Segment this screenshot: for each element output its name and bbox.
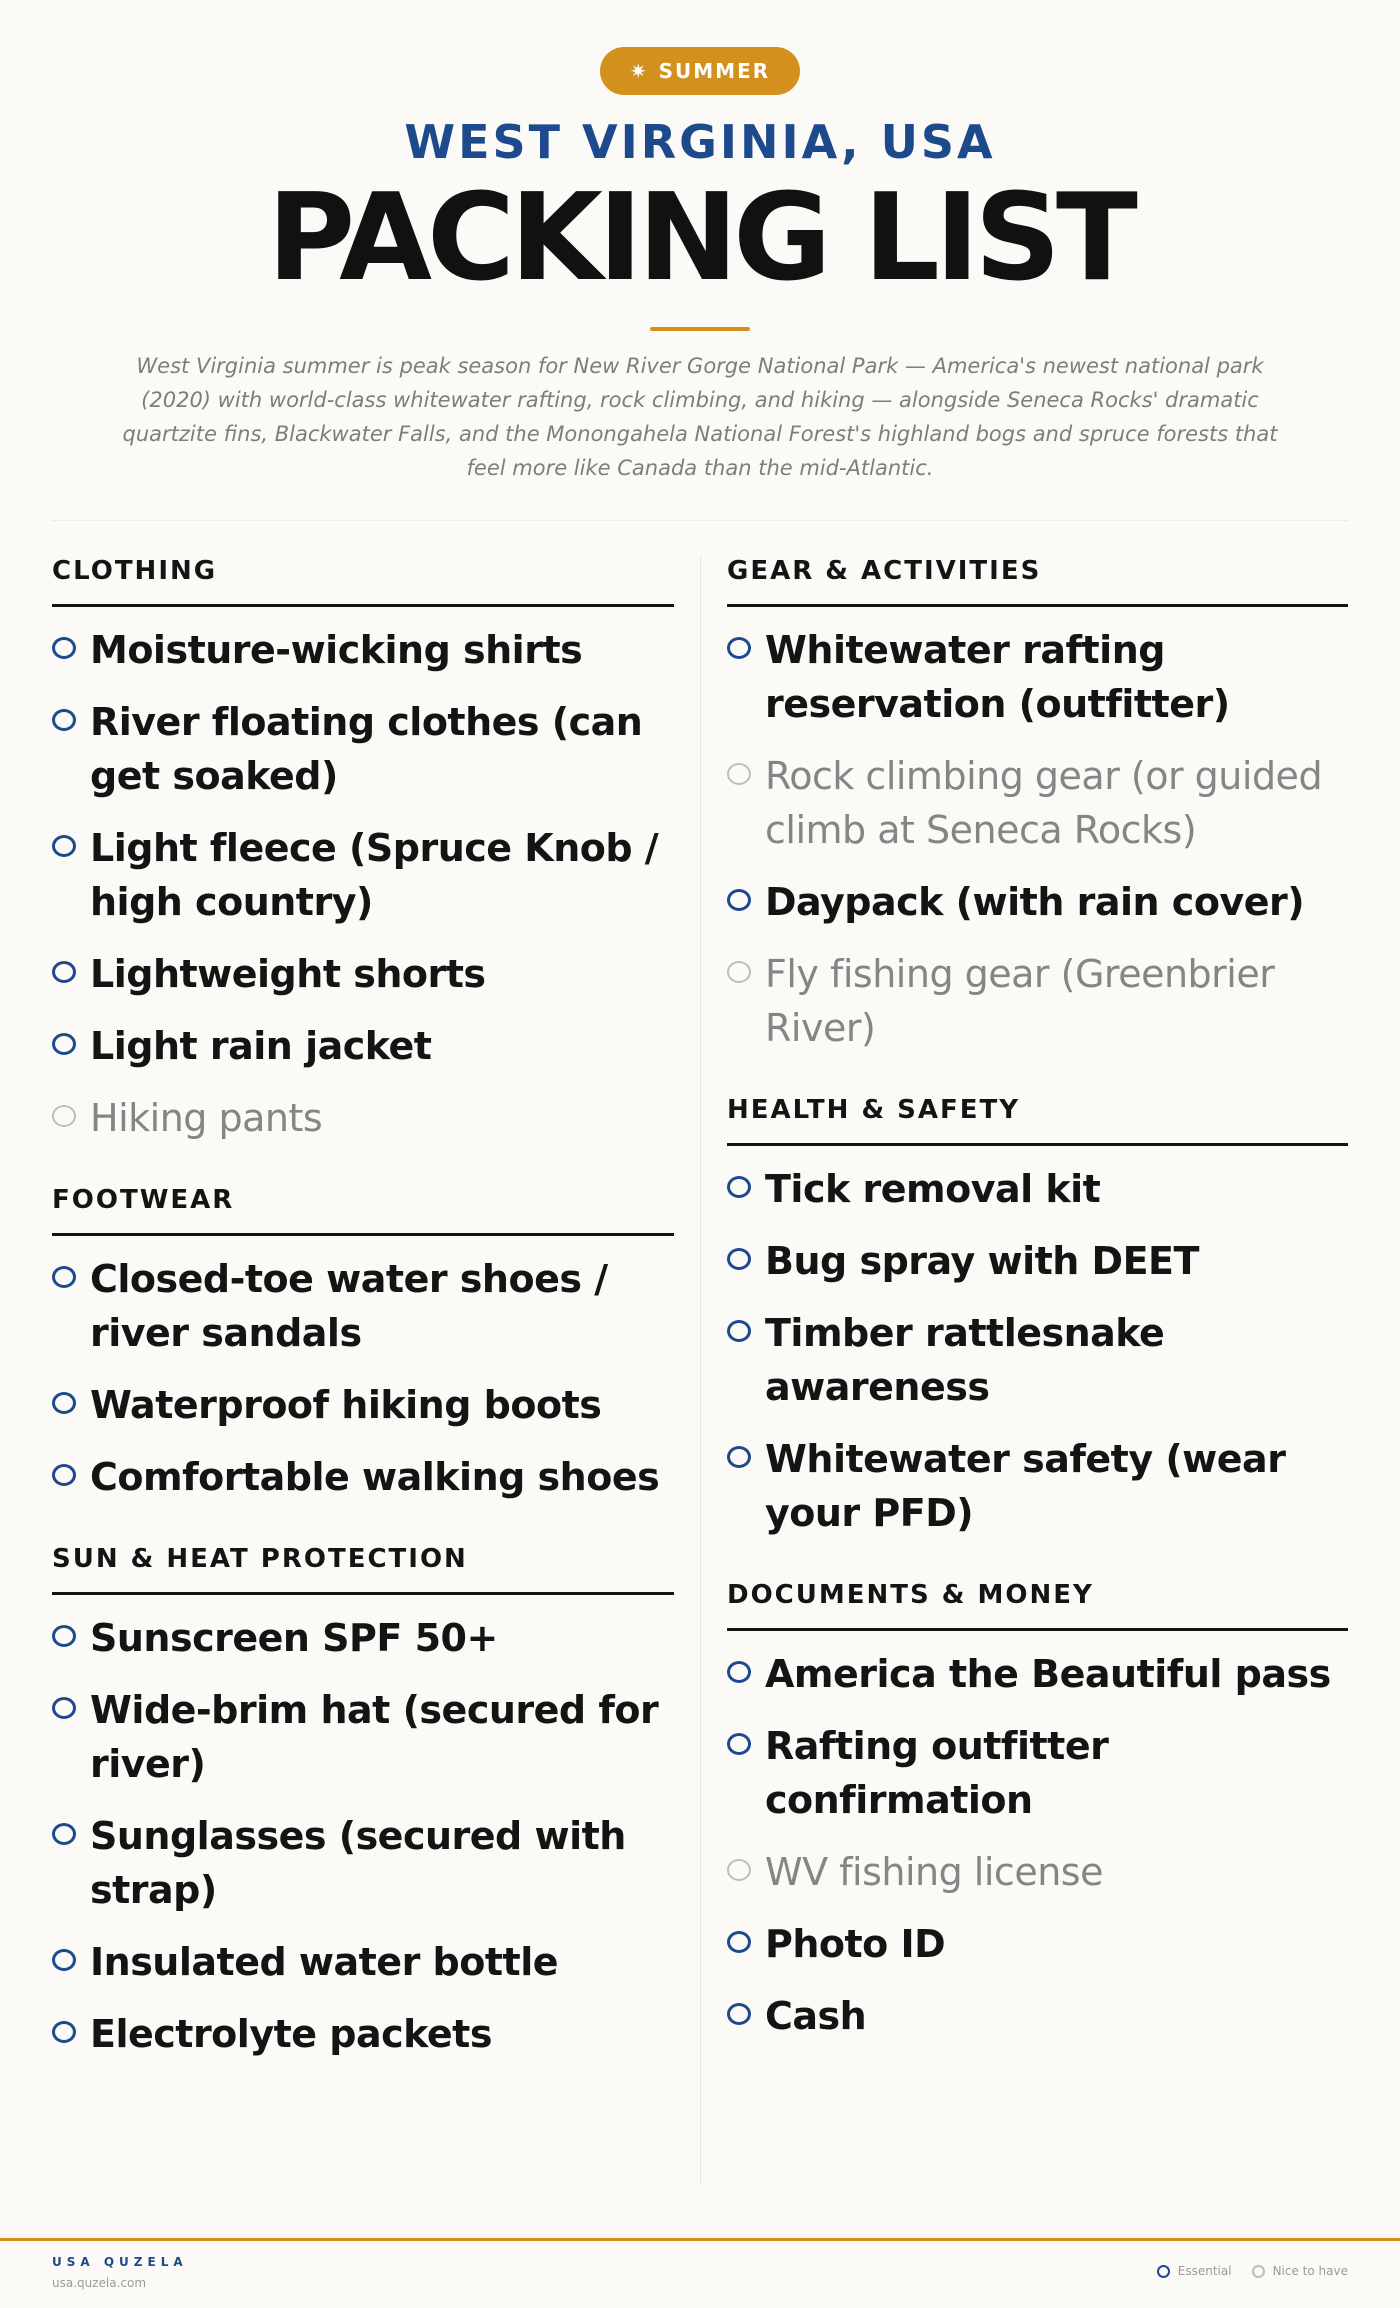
item-label: Photo ID	[765, 1922, 946, 1966]
brand-url: usa.quzela.com	[52, 2276, 147, 2290]
checklist-item	[727, 1845, 1348, 1899]
header	[0, 0, 1400, 485]
checklist-item	[52, 1450, 674, 1504]
item-label: River floating clothes (can get soaked)	[90, 700, 643, 798]
checklist-item	[52, 695, 674, 803]
essential-bullet-icon	[52, 1697, 76, 1719]
checklist-item	[727, 1989, 1348, 2043]
checklist-item	[52, 1809, 674, 1917]
essential-bullet-icon	[52, 961, 76, 983]
item-label: Cash	[765, 1994, 867, 2038]
item-label: Lightweight shorts	[90, 952, 486, 996]
essential-bullet-icon	[52, 1949, 76, 1971]
checklist-item	[727, 1306, 1348, 1414]
legend-nice-label: Nice to have	[1272, 2264, 1348, 2278]
essential-bullet-icon	[52, 1266, 76, 1288]
accent-divider	[650, 327, 750, 331]
section-title: DOCUMENTS & MONEY	[727, 1580, 1348, 1631]
checklist-item	[52, 1611, 674, 1665]
region-title: WEST VIRGINIA, USA	[404, 115, 996, 169]
item-label: Whitewater safety (wear your PFD)	[765, 1437, 1286, 1535]
intro-paragraph: West Virginia summer is peak season for New River Gorge National Park — America's newest national park (2020) with world-class whitewater rafting, rock climbing, and hiking — alongside Seneca Rocks' dramatic quartzite fins, Blackwater Falls, and the Monongahela National Forest's highland bogs and spruce forests that feel more like Canada than the mid-Atlantic.	[122, 354, 1278, 480]
item-label: Hiking pants	[90, 1096, 323, 1140]
section-title: FOOTWEAR	[52, 1185, 674, 1236]
section-title: SUN & HEAT PROTECTION	[52, 1544, 674, 1595]
item-label: Insulated water bottle	[90, 1940, 558, 1984]
item-label: Closed-toe water shoes / river sandals	[90, 1257, 608, 1355]
checklist-item	[52, 1935, 674, 1989]
nice-to-have-bullet-icon	[727, 961, 751, 983]
checklist	[52, 623, 674, 1145]
item-label: WV fishing license	[765, 1850, 1103, 1894]
section-gear-and-activities	[727, 556, 1348, 1055]
item-label: Waterproof hiking boots	[90, 1383, 602, 1427]
checklist	[727, 623, 1348, 1055]
section-footwear	[52, 1185, 674, 1504]
section-clothing	[52, 556, 674, 1145]
essential-bullet-icon	[727, 1733, 751, 1755]
checklist-item	[727, 1719, 1348, 1827]
checklist-item	[52, 1091, 674, 1145]
checklist-item	[727, 749, 1348, 857]
section-documents-and-money	[727, 1580, 1348, 2043]
essential-bullet-icon	[52, 2021, 76, 2043]
item-label: Moisture-wicking shirts	[90, 628, 583, 672]
item-label: Sunglasses (secured with strap)	[90, 1814, 626, 1912]
essential-bullet-icon	[1157, 2265, 1170, 2278]
item-label: Light fleece (Spruce Knob / high country)	[90, 826, 659, 924]
section-title: GEAR & ACTIVITIES	[727, 556, 1348, 607]
checklist-item	[52, 821, 674, 929]
essential-bullet-icon	[727, 1661, 751, 1683]
season-label: SUMMER	[658, 59, 771, 83]
item-label: Daypack (with rain cover)	[765, 880, 1305, 924]
item-label: Fly fishing gear (Greenbrier River)	[765, 952, 1275, 1050]
legend-essential-label: Essential	[1177, 2264, 1232, 2278]
essential-bullet-icon	[52, 637, 76, 659]
section-sun-and-heat-protection	[52, 1544, 674, 2061]
section-health-and-safety	[727, 1095, 1348, 1540]
item-label: Tick removal kit	[765, 1167, 1101, 1211]
brand-name: USA QUZELA	[52, 2255, 188, 2269]
checklist-item	[727, 1917, 1348, 1971]
essential-bullet-icon	[52, 1464, 76, 1486]
checklist-item	[52, 947, 674, 1001]
column-divider	[700, 555, 701, 2185]
checklist	[727, 1647, 1348, 2043]
essential-bullet-icon	[52, 1625, 76, 1647]
sun-icon: ✷	[629, 59, 649, 83]
legend	[1157, 2264, 1348, 2278]
item-label: Light rain jacket	[90, 1024, 432, 1068]
left-column	[52, 556, 674, 2101]
checklist-item	[52, 2007, 674, 2061]
essential-bullet-icon	[727, 1446, 751, 1468]
item-label: Timber rattlesnake awareness	[765, 1311, 1165, 1409]
item-label: Comfortable walking shoes	[90, 1455, 660, 1499]
section-title: CLOTHING	[52, 556, 674, 607]
item-label: Electrolyte packets	[90, 2012, 492, 2056]
checklist-item	[727, 623, 1348, 731]
section-divider	[52, 520, 1348, 521]
checklist	[727, 1162, 1348, 1540]
page-title: PACKING LIST	[267, 169, 1133, 308]
checklist-item	[52, 1252, 674, 1360]
essential-bullet-icon	[727, 637, 751, 659]
item-label: America the Beautiful pass	[765, 1652, 1331, 1696]
checklist-item	[727, 1234, 1348, 1288]
footer-divider	[0, 2238, 1400, 2241]
section-title: HEALTH & SAFETY	[727, 1095, 1348, 1146]
essential-bullet-icon	[52, 1392, 76, 1414]
checklist-item	[727, 1162, 1348, 1216]
essential-bullet-icon	[727, 2003, 751, 2025]
essential-bullet-icon	[52, 709, 76, 731]
essential-bullet-icon	[727, 1248, 751, 1270]
checklist-item	[727, 947, 1348, 1055]
essential-bullet-icon	[727, 1931, 751, 1953]
checklist-item	[727, 1432, 1348, 1540]
right-column	[727, 556, 1348, 2083]
item-label: Whitewater rafting reservation (outfitter)	[765, 628, 1230, 726]
nice-to-have-bullet-icon	[727, 1859, 751, 1881]
item-label: Wide-brim hat (secured for river)	[90, 1688, 659, 1786]
item-label: Sunscreen SPF 50+	[90, 1616, 498, 1660]
legend-essential	[1157, 2264, 1232, 2278]
season-badge	[600, 47, 800, 95]
legend-nice	[1252, 2264, 1348, 2278]
checklist	[52, 1611, 674, 2061]
checklist-item	[727, 875, 1348, 929]
item-label: Bug spray with DEET	[765, 1239, 1199, 1283]
essential-bullet-icon	[52, 835, 76, 857]
essential-bullet-icon	[727, 889, 751, 911]
checklist-item	[52, 1378, 674, 1432]
essential-bullet-icon	[52, 1033, 76, 1055]
checklist-item	[727, 1647, 1348, 1701]
nice-to-have-bullet-icon	[52, 1105, 76, 1127]
checklist-item	[52, 1683, 674, 1791]
essential-bullet-icon	[52, 1823, 76, 1845]
item-label: Rock climbing gear (or guided climb at Seneca Rocks)	[765, 754, 1323, 852]
checklist-item	[52, 1019, 674, 1073]
essential-bullet-icon	[727, 1320, 751, 1342]
nice-to-have-bullet-icon	[727, 763, 751, 785]
item-label: Rafting outfitter confirmation	[765, 1724, 1109, 1822]
essential-bullet-icon	[727, 1176, 751, 1198]
checklist	[52, 1252, 674, 1504]
nice-bullet-icon	[1252, 2265, 1265, 2278]
checklist-item	[52, 623, 674, 677]
